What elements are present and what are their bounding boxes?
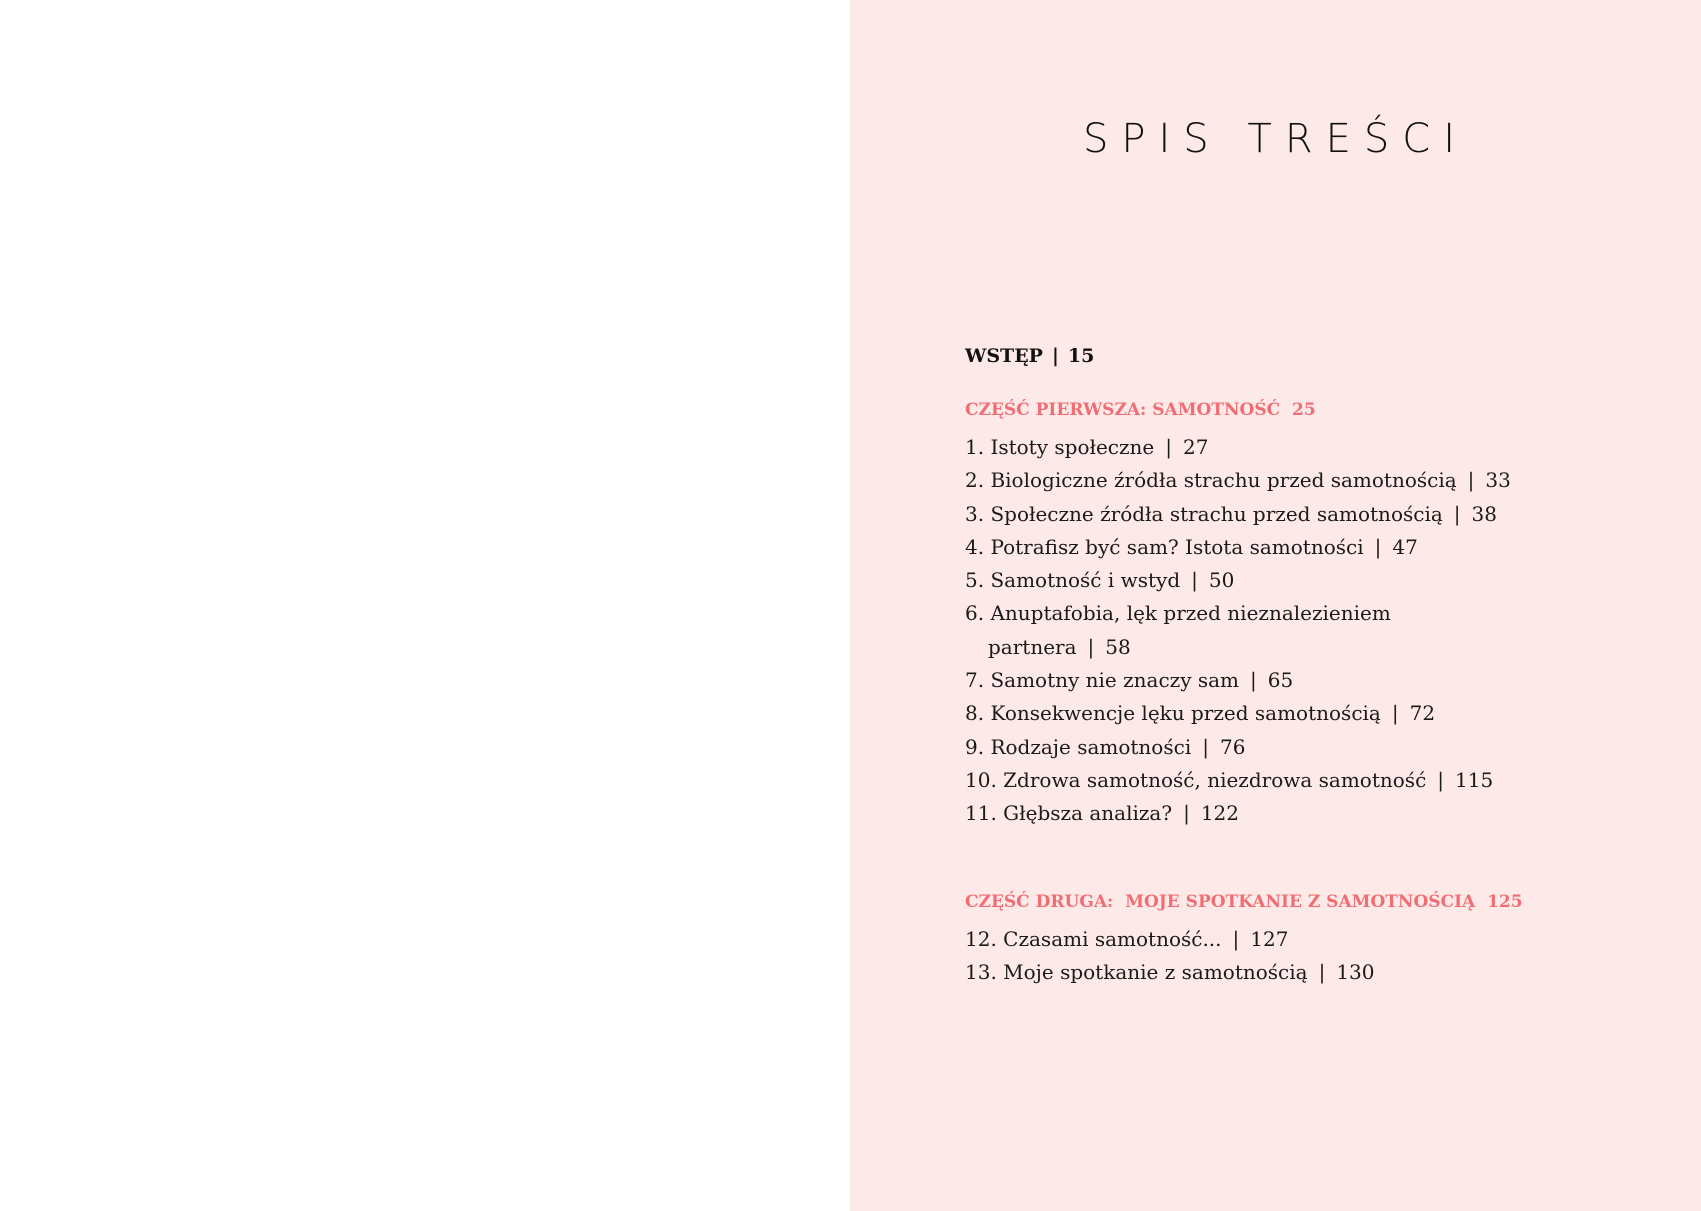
entry-separator: | [1374, 534, 1382, 559]
page-title: SPIS TREŚCI [1082, 116, 1469, 162]
toc-entry-3 [965, 498, 1665, 531]
part-2-page: 125 [1487, 891, 1523, 912]
toc-entry-1 [965, 431, 1665, 464]
entry-page: 65 [1267, 668, 1294, 693]
part-1-title: CZĘŚĆ PIERWSZA: SAMOTNOŚĆ [965, 400, 1281, 420]
toc-entry-12 [965, 923, 1665, 956]
toc-entry-11 [965, 797, 1665, 830]
entry-separator: | [1165, 435, 1173, 459]
entry-title: 11. Głębsza analiza? [965, 801, 1173, 826]
entry-separator: | [1437, 767, 1445, 792]
toc-entry-13 [965, 956, 1665, 989]
entry-title: 1. Istoty społeczne [965, 435, 1155, 459]
entry-page: 122 [1200, 801, 1239, 826]
toc-entry-4 [965, 531, 1665, 564]
entry-page: 58 [1105, 634, 1131, 659]
entry-separator: | [1453, 501, 1461, 526]
entry-page: 33 [1485, 468, 1511, 493]
entry-page: 27 [1183, 435, 1209, 459]
intro-page: 15 [1067, 345, 1095, 367]
toc-entry-10 [965, 764, 1665, 797]
entry-page: 76 [1219, 734, 1246, 759]
entry-separator: | [1318, 959, 1326, 984]
entry-page: 72 [1409, 701, 1436, 726]
part-2-entries [965, 923, 1665, 990]
entry-title: 8. Konsekwencje lęku przed samotnością [965, 701, 1381, 726]
entry-page: 38 [1471, 501, 1497, 526]
toc-entry-8 [965, 697, 1665, 730]
entry-separator: | [1250, 668, 1257, 693]
entry-title: 7. Samotny nie znaczy sam [965, 668, 1240, 693]
entry-separator: | [1183, 801, 1190, 826]
entry-title: 9. Rodzaje samotności [965, 734, 1192, 759]
entry-title: 5. Samotność i wstyd [965, 568, 1181, 593]
left-page-blank [0, 0, 850, 1211]
entry-title: 13. Moje spotkanie z samotnością [965, 959, 1308, 984]
entry-title: 2. Biologiczne źródła strachu przed samotnością [965, 468, 1457, 493]
toc-entry-5 [965, 564, 1665, 597]
entry-page: 127 [1250, 926, 1289, 951]
toc-entry-9 [965, 731, 1665, 764]
intro-separator: | [1051, 345, 1059, 367]
entry-title: 10. Zdrowa samotność, niezdrowa samotność [965, 767, 1427, 792]
toc-entry-2 [965, 464, 1665, 497]
entry-title: 6. Anuptafobia, lęk przed nieznalezieniem [965, 601, 1391, 626]
table-of-contents [965, 340, 1665, 989]
part-1-page: 25 [1291, 400, 1316, 420]
entry-continuation [965, 631, 1665, 664]
toc-entry-6 [965, 597, 1665, 664]
entry-separator: | [1191, 568, 1198, 593]
entry-separator: | [1391, 701, 1399, 726]
entry-separator: | [1467, 468, 1475, 493]
entry-separator: | [1202, 734, 1209, 759]
part-1-entries [965, 431, 1665, 831]
entry-page: 115 [1455, 767, 1494, 792]
entry-page: 47 [1392, 534, 1418, 559]
entry-page: 50 [1208, 568, 1235, 593]
intro-entry [965, 340, 1665, 372]
entry-separator: | [1232, 926, 1240, 951]
entry-separator: | [1087, 634, 1095, 659]
part-2-heading [965, 887, 1665, 917]
entry-title: 4. Potrafisz być sam? Istota samotności [965, 534, 1364, 559]
part-1-heading [965, 395, 1665, 425]
entry-page: 130 [1336, 959, 1375, 984]
intro-label: WSTĘP [965, 345, 1043, 367]
entry-title: 12. Czasami samotność... [965, 926, 1222, 951]
part-2-title: CZĘŚĆ DRUGA: MOJE SPOTKANIE Z SAMOTNOŚCIĄ [965, 891, 1476, 912]
toc-entry-7 [965, 664, 1665, 697]
entry-title: 3. Społeczne źródła strachu przed samotnością [965, 501, 1443, 526]
entry-title-continuation: partnera [988, 634, 1077, 659]
